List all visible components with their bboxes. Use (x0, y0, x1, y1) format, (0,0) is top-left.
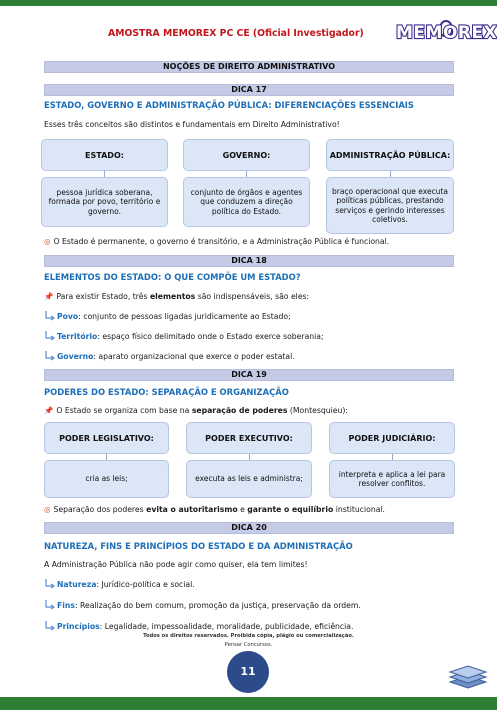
dica-18-intro: 📌 Para existir Estado, três elementos são indispensáveis, são eles: (44, 292, 310, 301)
corner-arrow-icon (44, 621, 55, 631)
corner-arrow-icon (44, 579, 55, 589)
logo-text: MEMOREX (396, 23, 497, 43)
target-icon: ◎ (44, 505, 51, 514)
pushpin-icon: 📌 (44, 292, 54, 301)
target-icon: ◎ (44, 237, 51, 246)
executivo-box-desc: executa as leis e administra; (186, 460, 312, 498)
corner-arrow-icon (44, 600, 55, 610)
list-item: Princípios: Legalidade, impessoalidade, moralidade, publicidade, eficiência. (44, 621, 353, 631)
dica-17-note: ◎ O Estado é permanente, o governo é transitório, e a Administração Pública é funcional. (44, 237, 390, 246)
books-stack-icon (446, 664, 490, 690)
bottom-green-bar (0, 697, 497, 710)
dica-17-heading: ESTADO, GOVERNO E ADMINISTRAÇÃO PÚBLICA: DIFERENCIAÇÕES ESSENCIAIS (44, 100, 414, 110)
dica-19-note: ◎ Separação dos poderes evita o autoritarismo e garante o equilíbrio institucional. (44, 505, 386, 514)
list-item: Natureza: Jurídico-política e social. (44, 579, 195, 589)
legislativo-box-desc: cria as leis; (44, 460, 169, 498)
document-header-title: AMOSTRA MEMOREX PC CE (Oficial Investigador) (108, 28, 364, 39)
top-green-bar (0, 0, 497, 6)
list-item: Fins: Realização do bem comum, promoção da justiça, preservação da ordem. (44, 600, 361, 610)
legislativo-box-title: PODER LEGISLATIVO: (44, 422, 169, 454)
footer-rights: Todos os direitos reservados. Proibida cópia, plágio ou comercialização. (143, 633, 354, 639)
section-title: NOÇÕES DE DIREITO ADMINISTRATIVO (44, 61, 454, 73)
list-item: Governo: aparato organizacional que exerce o poder estatal. (44, 351, 295, 361)
dica-18-label: DICA 18 (44, 255, 454, 267)
governo-box-desc: conjunto de órgãos e agentes que conduzem a direção política do Estado. (183, 177, 310, 227)
judiciario-box-title: PODER JUDICIÁRIO: (329, 422, 455, 454)
page-number: 11 (227, 651, 269, 693)
memorex-logo (396, 18, 497, 48)
dica-17-intro: Esses três conceitos são distintos e fundamentais em Direito Administrativo! (44, 120, 340, 129)
judiciario-box-desc: interpreta e aplica a lei para resolver conflitos. (329, 460, 455, 498)
dica-19-intro: 📌 O Estado se organiza com base na separação de poderes (Montesquieu): (44, 406, 348, 415)
dica-19-label: DICA 19 (44, 369, 454, 381)
administracao-box-desc: braço operacional que executa políticas públicas, prestando serviços e gerindo interesses coletivos. (326, 177, 454, 234)
pushpin-icon: 📌 (44, 406, 54, 415)
dica-20-heading: NATUREZA, FINS E PRINCÍPIOS DO ESTADO E DA ADMINISTRAÇÃO (44, 541, 353, 551)
list-item: Povo: conjunto de pessoas ligadas juridicamente ao Estado; (44, 311, 291, 321)
dica-20-label: DICA 20 (44, 522, 454, 534)
estado-box-title: ESTADO: (41, 139, 168, 171)
governo-box-title: GOVERNO: (183, 139, 310, 171)
dica-18-heading: ELEMENTOS DO ESTADO: O QUE COMPÕE UM ESTADO? (44, 272, 301, 282)
footer-brand: Pensar Concursos. (224, 642, 273, 648)
estado-box-desc: pessoa jurídica soberana, formada por povo, território e governo. (41, 177, 168, 227)
dica-17-label: DICA 17 (44, 84, 454, 96)
list-item: Território: espaço físico delimitado onde o Estado exerce soberania; (44, 331, 324, 341)
administracao-box-title: ADMINISTRAÇÃO PÚBLICA: (326, 139, 454, 171)
corner-arrow-icon (44, 331, 55, 341)
corner-arrow-icon (44, 311, 55, 321)
executivo-box-title: PODER EXECUTIVO: (186, 422, 312, 454)
dica-19-heading: PODERES DO ESTADO: SEPARAÇÃO E ORGANIZAÇÃO (44, 387, 289, 397)
corner-arrow-icon (44, 351, 55, 361)
dica-20-intro: A Administração Pública não pode agir como quiser, ela tem limites! (44, 560, 308, 569)
